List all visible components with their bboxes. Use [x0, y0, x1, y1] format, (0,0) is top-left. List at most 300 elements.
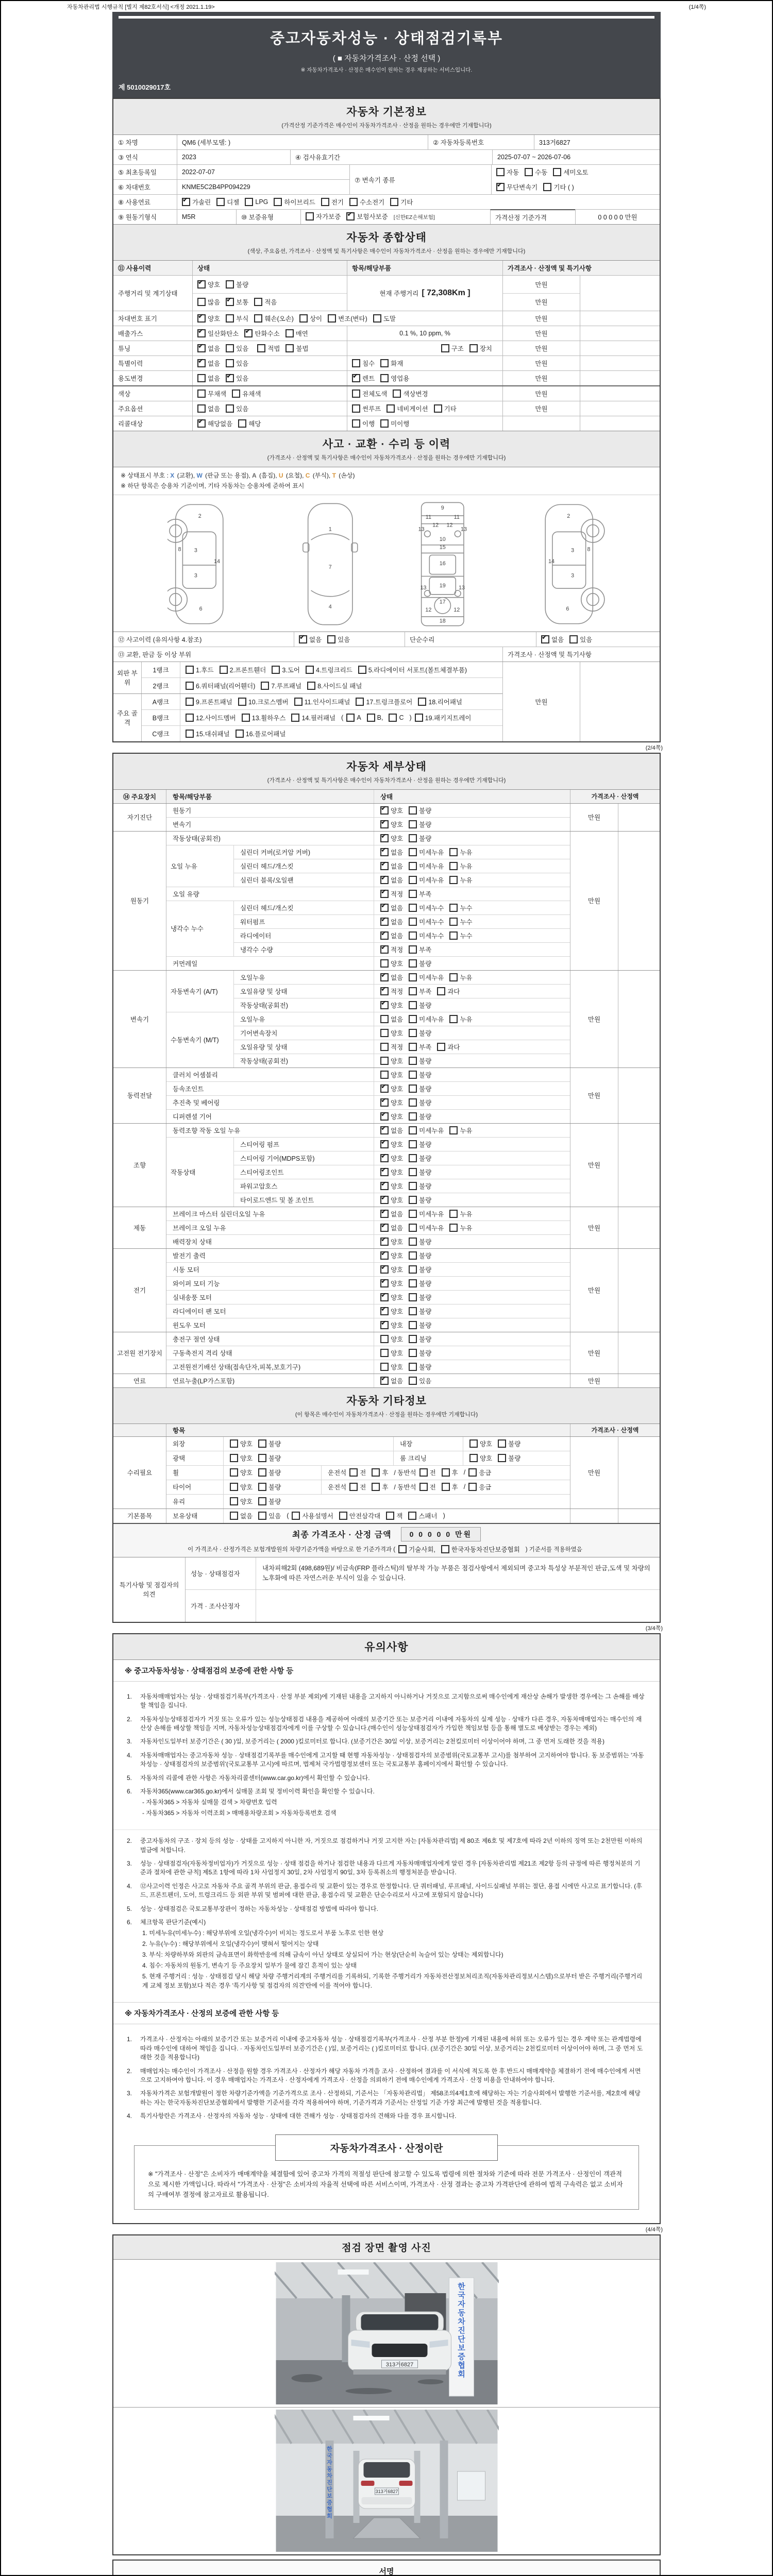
option-label: 보통	[236, 299, 249, 307]
checkbox-option[interactable]	[197, 389, 226, 398]
group-price-blank	[618, 1124, 660, 1207]
device-group-label: 변속기	[113, 971, 166, 1067]
checkbox-option[interactable]	[299, 314, 322, 323]
checkbox-option[interactable]	[409, 1042, 431, 1052]
checkbox-option[interactable]	[380, 1084, 403, 1093]
checkbox-option[interactable]	[409, 1265, 431, 1274]
inspection-row	[233, 1179, 570, 1193]
checkbox-option[interactable]	[197, 297, 220, 307]
checkbox-option[interactable]	[409, 959, 431, 968]
checkbox-option[interactable]	[409, 931, 444, 940]
checkbox-option[interactable]	[380, 1265, 403, 1274]
checkbox-option[interactable]	[230, 1468, 253, 1477]
checkbox-icon	[226, 404, 234, 413]
checkbox-option[interactable]	[380, 1014, 403, 1024]
checkbox-option[interactable]	[409, 1376, 431, 1385]
checkbox-option[interactable]	[230, 1453, 253, 1463]
checkbox-option[interactable]	[498, 1453, 520, 1463]
checkbox-option[interactable]	[349, 1468, 366, 1477]
checkbox-icon	[398, 1545, 407, 1553]
checkbox-option[interactable]	[409, 1028, 431, 1038]
notice-text: 특기사항란은 가격조사 · 산정자의 자동차 성능 · 상태에 대한 견해가 성능 · 상태점검자의 견해와 다를 경우 표시합니다.	[140, 2112, 457, 2120]
checkbox-option[interactable]	[409, 1237, 431, 1246]
checkbox-icon	[409, 987, 417, 995]
checkbox-option[interactable]	[380, 931, 403, 940]
checkbox-option[interactable]	[367, 714, 383, 722]
checkbox-option[interactable]	[469, 1439, 492, 1448]
checkbox-option[interactable]	[307, 681, 362, 690]
checkbox-option[interactable]	[230, 1482, 253, 1492]
inspection-row	[233, 1040, 570, 1054]
option-label: 누유	[460, 876, 473, 884]
notice-item	[127, 1882, 646, 1900]
checkbox-option[interactable]	[197, 374, 220, 383]
checkbox-option[interactable]	[321, 197, 344, 207]
checkbox-icon	[230, 1483, 238, 1491]
checkbox-option[interactable]	[349, 1482, 366, 1492]
option-label: 불량	[419, 1294, 432, 1301]
checkbox-option[interactable]	[380, 1126, 403, 1135]
checkbox-icon	[409, 931, 417, 940]
checkbox-option[interactable]	[238, 697, 289, 706]
checkbox-option[interactable]	[498, 1439, 520, 1448]
checkbox-option[interactable]	[380, 1042, 403, 1052]
checkbox-option[interactable]	[398, 1545, 435, 1554]
checkbox-icon	[327, 635, 335, 643]
checkbox-option[interactable]	[380, 987, 403, 996]
checkbox-option[interactable]	[380, 861, 403, 871]
checkbox-option[interactable]	[468, 1482, 491, 1492]
option-label: 양호	[391, 1294, 404, 1301]
checkbox-option[interactable]	[409, 1112, 431, 1121]
checkbox-option[interactable]	[299, 635, 322, 644]
checkbox-option[interactable]	[186, 713, 236, 722]
checkbox-option[interactable]	[226, 280, 248, 289]
possession-options	[223, 1509, 570, 1523]
checkbox-option[interactable]	[409, 861, 444, 871]
checkbox-option[interactable]	[409, 1126, 444, 1135]
checkbox-option[interactable]	[292, 1511, 333, 1520]
checkbox-option[interactable]	[569, 635, 592, 644]
notice-item	[127, 1905, 646, 1913]
checkbox-option[interactable]	[285, 344, 308, 353]
checkbox-option[interactable]	[496, 167, 519, 177]
checkbox-icon	[409, 973, 417, 981]
checkbox-option[interactable]	[236, 729, 286, 738]
checkbox-option[interactable]	[442, 1482, 458, 1492]
col-status2: 상태	[374, 790, 570, 803]
checkbox-option[interactable]	[220, 665, 266, 674]
checkbox-option[interactable]	[380, 1209, 403, 1218]
checkbox-option[interactable]	[380, 1112, 403, 1121]
checkbox-option[interactable]	[197, 344, 220, 353]
option-label: 양호	[391, 1029, 404, 1037]
checkbox-option[interactable]	[409, 875, 444, 885]
checkbox-option[interactable]	[380, 903, 403, 912]
checkbox-option[interactable]	[409, 1140, 431, 1149]
checkbox-option[interactable]	[197, 404, 220, 413]
checkbox-option[interactable]	[352, 389, 387, 398]
checkbox-option[interactable]	[418, 697, 462, 706]
checkbox-option[interactable]	[226, 344, 248, 353]
checkbox-option[interactable]	[380, 820, 403, 829]
checkbox-option[interactable]	[339, 1511, 380, 1520]
status-options	[374, 1012, 570, 1026]
checkbox-option[interactable]	[182, 197, 211, 207]
option-label: 양호	[391, 835, 404, 842]
option-label: 후	[382, 1484, 389, 1492]
checkbox-checked-icon	[380, 1321, 389, 1329]
checkbox-checked-icon	[226, 298, 234, 306]
checkbox-option[interactable]	[380, 1293, 403, 1302]
checkbox-option[interactable]	[409, 889, 431, 899]
checkbox-option[interactable]	[230, 1511, 253, 1520]
checkbox-option[interactable]	[380, 973, 403, 982]
checkbox-option[interactable]	[245, 198, 268, 206]
status-options	[374, 915, 570, 928]
option-label: 불량	[419, 1099, 432, 1107]
checkbox-option[interactable]	[409, 1098, 431, 1107]
checkbox-option[interactable]	[468, 1468, 491, 1477]
notice-number: 3.	[127, 1860, 132, 1868]
checkbox-option[interactable]	[197, 314, 220, 323]
checkbox-option[interactable]	[197, 329, 239, 338]
checkbox-option[interactable]	[380, 806, 403, 815]
checkbox-option[interactable]	[409, 1293, 431, 1302]
checkbox-icon	[372, 1468, 380, 1477]
checkbox-option[interactable]	[409, 1334, 431, 1344]
checkbox-option[interactable]	[356, 697, 412, 706]
option-label: 전	[429, 1469, 436, 1477]
checkbox-option[interactable]	[226, 314, 248, 323]
checkbox-option[interactable]	[441, 1545, 520, 1554]
checkbox-option[interactable]	[449, 861, 472, 871]
header-rule	[119, 16, 654, 19]
device-group-rows	[166, 971, 570, 1067]
checkbox-option[interactable]	[409, 973, 444, 982]
checkbox-option[interactable]	[409, 806, 431, 815]
recall-blank	[580, 416, 660, 431]
checkbox-option[interactable]	[409, 1167, 431, 1177]
checkbox-option[interactable]	[186, 665, 214, 674]
panel-rank-table	[113, 662, 660, 741]
option-label: 불량	[268, 1498, 281, 1506]
device-group-label: 전기	[113, 1249, 166, 1332]
checkbox-option[interactable]	[380, 1056, 403, 1065]
checkbox-option[interactable]	[380, 1251, 403, 1260]
checkbox-icon	[386, 1512, 394, 1520]
transmission-type-options	[491, 165, 660, 194]
checkbox-checked-icon	[352, 374, 360, 382]
checkbox-option[interactable]	[389, 714, 404, 722]
checkbox-option[interactable]	[352, 374, 375, 383]
checkbox-option[interactable]	[380, 834, 403, 843]
checkbox-option[interactable]	[306, 212, 341, 221]
checkbox-option[interactable]	[226, 374, 248, 383]
simple-repair-options	[536, 632, 660, 647]
col-usage-history: ⑪ 사용이력	[113, 261, 192, 275]
checkbox-option[interactable]	[380, 1154, 403, 1163]
checkbox-option[interactable]	[386, 1511, 402, 1520]
group-price-unit: 만원	[570, 971, 618, 1067]
checkbox-option[interactable]	[449, 875, 472, 885]
checkbox-option[interactable]	[449, 1223, 472, 1232]
checkbox-option[interactable]	[272, 665, 300, 674]
option-label: 불량	[419, 1141, 432, 1148]
checkbox-option[interactable]	[258, 1453, 281, 1463]
checkbox-option[interactable]	[409, 987, 431, 996]
option-label: 응급	[479, 1484, 492, 1492]
repair-position-options	[321, 1480, 570, 1494]
checkbox-icon	[230, 1439, 238, 1448]
checkbox-option[interactable]	[380, 1001, 403, 1010]
checkbox-icon	[449, 848, 458, 856]
checkbox-option[interactable]	[380, 1362, 403, 1371]
checkbox-option[interactable]	[434, 404, 457, 413]
sub-group-label: 수동변속기 (M/T)	[171, 1037, 219, 1044]
checkbox-option[interactable]	[419, 1482, 436, 1492]
car-name-value: QM6 (세부모델: )	[177, 135, 428, 149]
checkbox-icon	[409, 806, 417, 815]
checkbox-option[interactable]	[197, 359, 220, 368]
rank-price-unit: 만원	[502, 662, 580, 741]
checkbox-option[interactable]	[197, 419, 232, 428]
checkbox-option[interactable]	[352, 404, 381, 413]
checkbox-icon	[186, 682, 194, 690]
checkbox-option[interactable]	[380, 1348, 403, 1358]
checkbox-option[interactable]	[469, 344, 492, 353]
checkbox-option[interactable]	[409, 1195, 431, 1205]
checkbox-option[interactable]	[294, 697, 350, 706]
checkbox-option[interactable]	[380, 848, 403, 857]
checkbox-option[interactable]	[346, 714, 361, 722]
checkbox-option[interactable]	[469, 1453, 492, 1463]
repair-item-label: 유리	[173, 1498, 186, 1506]
option-label: 적정	[391, 988, 404, 995]
checkbox-option[interactable]	[449, 973, 472, 982]
checkbox-option[interactable]	[409, 1362, 431, 1371]
checkbox-option[interactable]	[242, 713, 286, 722]
option-label: 스패너	[418, 1513, 438, 1520]
option-label: 불량	[419, 1113, 432, 1121]
checkbox-option[interactable]	[409, 1181, 431, 1191]
repair-item-label2: 룸 크리닝	[393, 1451, 463, 1465]
item-label: 스티어링 기어(MDPS포함)	[233, 1151, 374, 1165]
checkbox-icon	[409, 904, 417, 912]
checkbox-option[interactable]	[553, 167, 588, 177]
checkbox-option[interactable]	[274, 197, 315, 207]
checkbox-option[interactable]	[216, 197, 239, 207]
checkbox-option[interactable]	[496, 182, 537, 192]
checkbox-option[interactable]	[409, 1348, 431, 1358]
checkbox-option[interactable]	[380, 359, 403, 368]
price-unit: 만원	[502, 371, 580, 385]
device-group-rows	[166, 804, 570, 831]
checkbox-option[interactable]	[409, 1307, 431, 1316]
checkbox-option[interactable]	[380, 959, 403, 968]
checkbox-option[interactable]	[380, 945, 403, 954]
checkbox-option[interactable]	[226, 359, 248, 368]
checkbox-checked-icon	[380, 848, 389, 856]
checkbox-option[interactable]	[449, 931, 472, 940]
checkbox-option[interactable]	[328, 314, 367, 323]
option-label: 많음	[208, 299, 221, 307]
checkbox-option[interactable]	[358, 665, 467, 674]
checkbox-option[interactable]	[373, 314, 396, 323]
checkbox-option[interactable]	[285, 329, 308, 338]
checkbox-option[interactable]	[525, 167, 547, 177]
checkbox-option[interactable]	[449, 848, 472, 857]
checkbox-option[interactable]	[393, 389, 428, 398]
checkbox-option[interactable]	[380, 889, 403, 899]
checkbox-option[interactable]	[238, 419, 261, 428]
option-label: 양호	[391, 1071, 404, 1079]
checkbox-option[interactable]	[390, 197, 413, 207]
checkbox-option[interactable]	[408, 1511, 437, 1520]
option-label: 기타 ( )	[553, 183, 574, 191]
checkbox-icon	[197, 404, 206, 413]
checkbox-option[interactable]	[226, 404, 248, 413]
checkbox-option[interactable]	[346, 212, 388, 221]
checkbox-option[interactable]	[380, 1307, 403, 1316]
checkbox-option[interactable]	[380, 1279, 403, 1288]
checkbox-icon	[409, 1377, 417, 1385]
checkbox-option[interactable]	[386, 404, 428, 413]
checkbox-option[interactable]	[409, 1001, 431, 1010]
group-price-blank	[618, 971, 660, 1067]
checkbox-option[interactable]	[327, 635, 350, 644]
checkbox-option[interactable]	[409, 1251, 431, 1260]
checkbox-option[interactable]	[352, 419, 375, 428]
checkbox-icon	[328, 314, 336, 323]
option-label: 불량	[419, 1363, 432, 1371]
checkbox-option[interactable]	[409, 834, 431, 843]
checkbox-option[interactable]	[409, 903, 444, 912]
checkbox-option[interactable]	[380, 1376, 403, 1385]
option-label: 불량	[419, 1196, 432, 1204]
checkbox-option[interactable]	[409, 848, 444, 857]
checkbox-option[interactable]	[380, 374, 409, 383]
checkbox-option[interactable]	[380, 1181, 403, 1191]
checkbox-option[interactable]	[409, 1209, 444, 1218]
checkbox-option[interactable]	[442, 1468, 458, 1477]
checkbox-option[interactable]	[409, 820, 431, 829]
checkbox-option[interactable]	[380, 419, 409, 428]
checkbox-option[interactable]	[380, 875, 403, 885]
checkbox-option[interactable]	[541, 635, 564, 644]
checkbox-option[interactable]	[409, 1279, 431, 1288]
checkbox-option[interactable]	[380, 1237, 403, 1246]
checkbox-icon	[380, 419, 389, 428]
photos-title: 점검 장면 촬영 사진	[342, 2242, 431, 2253]
option-label: 양호	[240, 1498, 253, 1506]
checkbox-option[interactable]	[230, 1497, 253, 1506]
option-label: 불량	[268, 1455, 281, 1463]
checkbox-option[interactable]	[349, 197, 384, 207]
checkbox-option[interactable]	[372, 1482, 388, 1492]
checkbox-option[interactable]	[449, 1126, 472, 1135]
checkbox-option[interactable]	[415, 713, 472, 722]
checkbox-option[interactable]	[409, 1154, 431, 1163]
checkbox-option[interactable]	[380, 1098, 403, 1107]
checkbox-option[interactable]	[186, 697, 232, 706]
checkbox-option[interactable]	[380, 1334, 403, 1344]
checkbox-option[interactable]	[258, 1511, 281, 1520]
checkbox-option[interactable]	[186, 729, 230, 738]
checkbox-option[interactable]	[230, 1439, 253, 1448]
checkbox-option[interactable]	[380, 1195, 403, 1205]
checkbox-option[interactable]	[258, 1482, 281, 1492]
checkbox-option[interactable]	[409, 1056, 431, 1065]
checkbox-option[interactable]	[380, 1167, 403, 1177]
option-label: 전	[360, 1484, 366, 1492]
checkbox-option[interactable]	[449, 903, 472, 912]
checkbox-option[interactable]	[258, 1497, 281, 1506]
inspection-row	[233, 1054, 570, 1067]
checkbox-option[interactable]	[372, 1468, 388, 1477]
checkbox-option[interactable]	[380, 1320, 403, 1330]
checkbox-option[interactable]	[380, 917, 403, 926]
checkbox-option[interactable]	[449, 1209, 472, 1218]
checkbox-option[interactable]	[261, 681, 301, 690]
checkbox-option[interactable]	[409, 1014, 444, 1024]
checkbox-option[interactable]	[291, 713, 335, 722]
checkbox-option[interactable]	[380, 1028, 403, 1038]
checkbox-option[interactable]	[449, 1014, 472, 1024]
checkbox-option[interactable]	[409, 1070, 431, 1079]
checkbox-option[interactable]	[258, 1439, 281, 1448]
checkbox-option[interactable]	[352, 359, 375, 368]
checkbox-option[interactable]	[244, 329, 279, 338]
checkbox-option[interactable]	[380, 1070, 403, 1079]
checkbox-option[interactable]	[437, 987, 460, 996]
checkbox-icon	[409, 1112, 417, 1121]
checkbox-icon	[569, 635, 578, 643]
checkbox-option[interactable]	[232, 389, 261, 398]
checkbox-option[interactable]	[257, 344, 280, 353]
repair-row	[166, 1465, 570, 1480]
checkbox-option[interactable]	[409, 1320, 431, 1330]
checkbox-option[interactable]	[409, 1084, 431, 1093]
checkbox-option[interactable]	[409, 917, 444, 926]
checkbox-option[interactable]	[380, 1223, 403, 1232]
signature-title: 서명	[379, 2567, 394, 2576]
rank-label: C랭크	[142, 726, 180, 741]
option-label: 네비게이션	[397, 405, 428, 413]
checkbox-option[interactable]	[409, 945, 431, 954]
checkbox-option[interactable]	[380, 1140, 403, 1149]
repair-status-options	[223, 1480, 321, 1494]
checkbox-option[interactable]	[226, 297, 248, 307]
group-price-blank	[618, 1207, 660, 1248]
checkbox-option[interactable]	[254, 297, 277, 307]
checkbox-option[interactable]	[254, 314, 294, 323]
checkbox-icon	[408, 1512, 416, 1520]
checkbox-option[interactable]	[543, 182, 574, 192]
checkbox-option[interactable]	[419, 1468, 436, 1477]
option-text: / 동반석	[394, 1484, 416, 1492]
checkbox-option[interactable]	[186, 681, 255, 690]
checkbox-option[interactable]	[409, 1223, 444, 1232]
option-label: 불량	[419, 1029, 432, 1037]
checkbox-option[interactable]	[306, 665, 352, 674]
checkbox-option[interactable]	[441, 344, 464, 353]
checkbox-option[interactable]	[197, 280, 220, 289]
checkbox-option[interactable]	[449, 917, 472, 926]
special-history-blank	[580, 356, 660, 370]
checkbox-option[interactable]	[258, 1468, 281, 1477]
checkbox-option[interactable]	[437, 1042, 460, 1052]
